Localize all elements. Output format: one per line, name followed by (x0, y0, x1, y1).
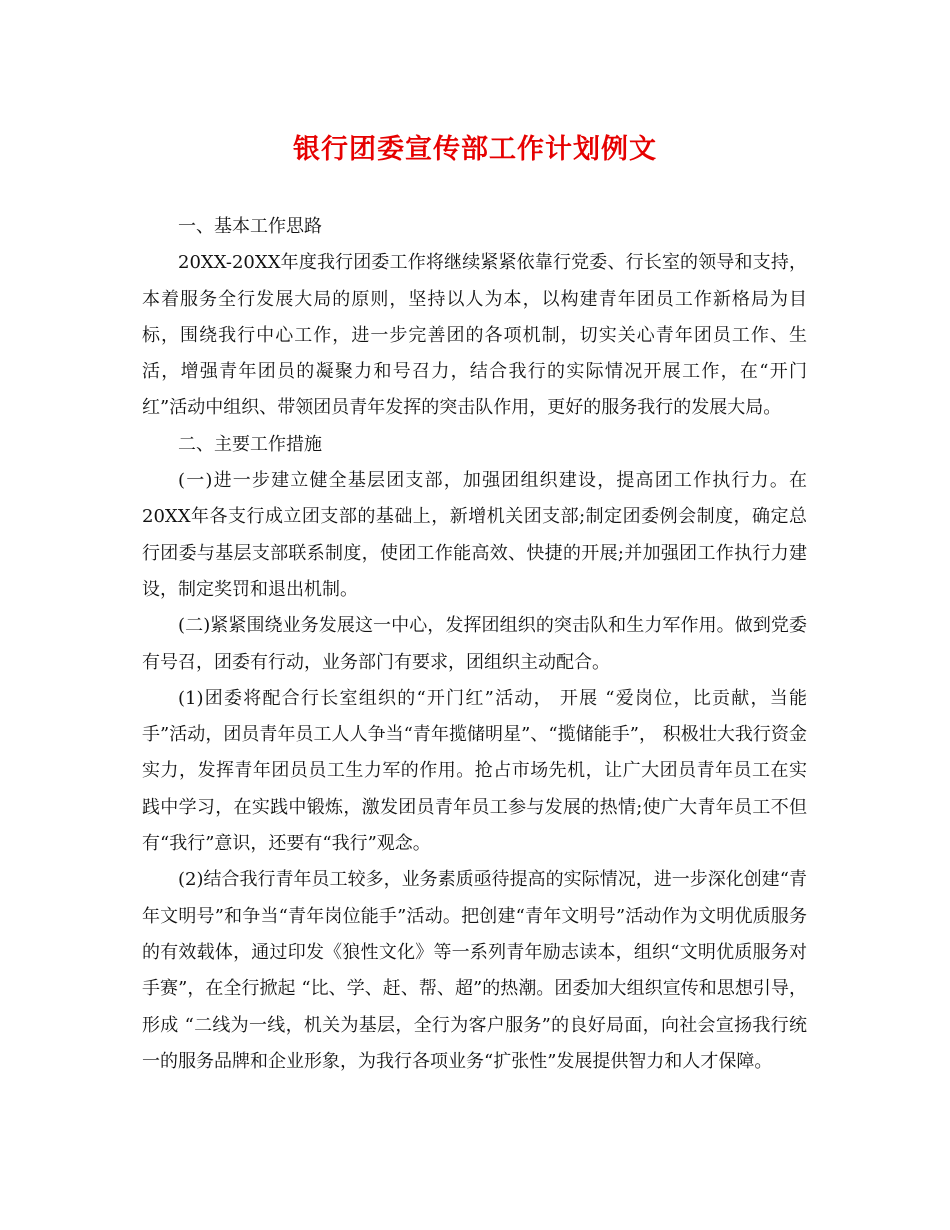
section-heading-basic-approach: 一、基本工作思路 (178, 216, 322, 237)
paragraph-measure-1: (一)进一步建立健全基层团支部，加强团组织建设，提高团工作执行力。在20XX年各支行成立团支部的基础上，新增机关团支部;制定团委例会制度，确定总行团委与基层支部联系制度，使团工作能高效、快捷的开展;并加强团工作执行力建设，制定奖罚和退出机制。 (142, 470, 807, 600)
document-title: 银行团委宣传部工作计划例文 (293, 134, 657, 165)
paragraph-measure-2: (二)紧紧围绕业务发展这一中心，发挥团组织的突击队和生力军作用。做到党委有号召，团委有行动，业务部门有要求，团组织主动配合。 (142, 615, 807, 673)
section-heading-main-measures: 二、主要工作措施 (178, 433, 322, 455)
paragraph-measure-2-item-2: (2)结合我行青年员工较多，业务素质亟待提高的实际情况，进一步深化创建“青年文明号”和争当“青年岗位能手”活动。把创建“青年文明号”活动作为文明优质服务的有效载体，通过印发《狼性文化》等一系列青年励志读本，组织“文明优质服务对手赛”，在全行掀起 “比、学、赶、帮、超”的热潮。团委加大组织宣传和思想引导，形成 “二线为一线，机关为基层，全行为客户服务”的良好局面，向社会宣扬我行统一的服务品牌和企业形象，为我行各项业务“扩张性”发展提供智力和人才保障。 (142, 869, 807, 1072)
document-body (142, 209, 807, 1080)
paragraph-measure-2-item-1: (1)团委将配合行长室组织的“开门红”活动， 开展 “爱岗位，比贡献，当能手”活动，团员青年员工人人争当“青年揽储明星”、“揽储能手”， 积极壮大我行资金实力，发挥青年团员员工生力军的作用。抢占市场先机，让广大团员青年员工在实践中学习，在实践中锻炼，激发团员青年员工参与发展的热情;使广大青年员工不但有“我行”意识，还要有“我行”观念。 (142, 687, 807, 855)
paragraph-basic-approach: 20XX-20XX年度我行团委工作将继续紧紧依靠行党委、行长室的领导和支持，本着服务全行发展大局的原则，坚持以人为本，以构建青年团员工作新格局为目标，围绕我行中心工作，进一步完善团的各项机制，切实关心青年团员工作、生活，增强青年团员的凝聚力和号召力，结合我行的实际情况开展工作，在“开门红”活动中组织、带领团员青年发挥的突击队作用，更好的服务我行的发展大局。 (142, 252, 807, 419)
